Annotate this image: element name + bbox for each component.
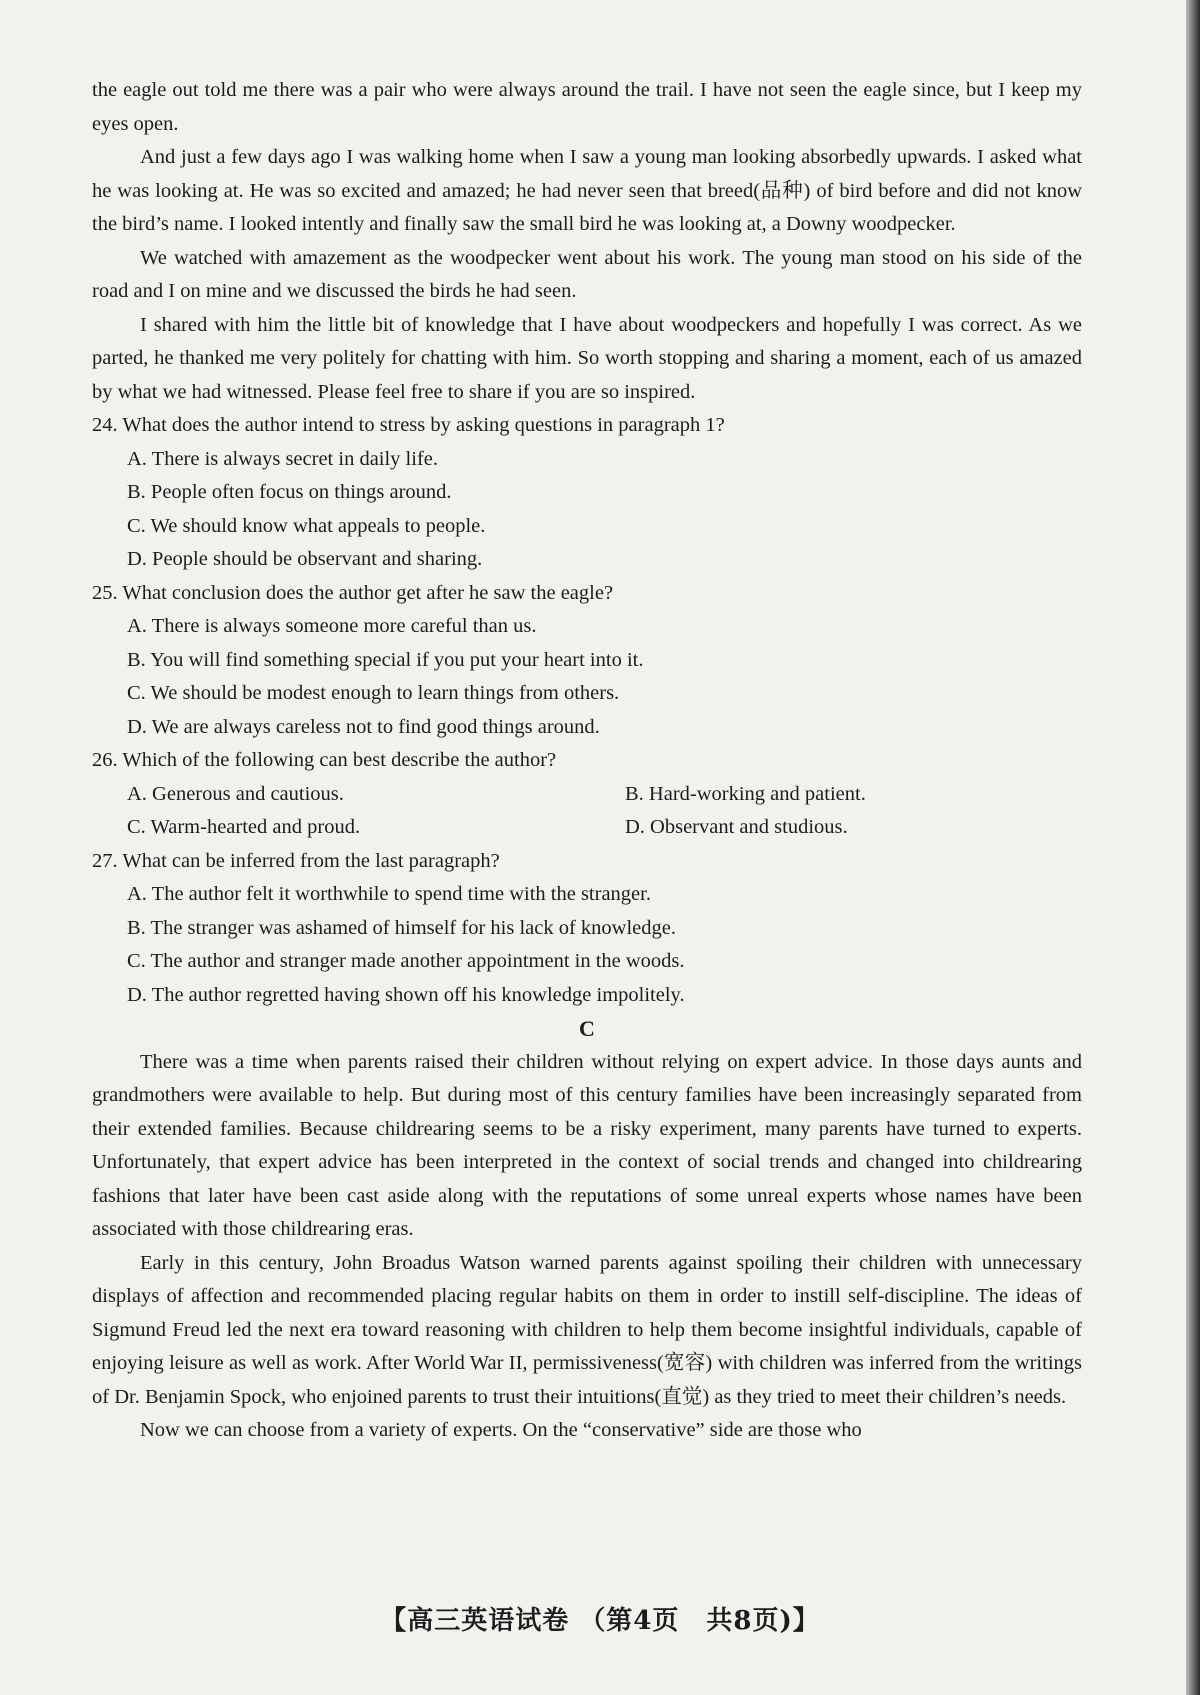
passage-c-para-3: Now we can choose from a variety of experts. On the “conservative” side are those who — [140, 1419, 862, 1441]
question-stem: 24. What does the author intend to stress by asking questions in paragraph 1? — [92, 414, 725, 436]
option-c: C. The author and stranger made another appointment in the woods. — [127, 950, 685, 972]
question-26 — [92, 744, 1082, 845]
page-edge-shadow — [1186, 0, 1200, 1695]
options-row-cd — [92, 811, 1082, 845]
option-a: A. There is always secret in daily life. — [127, 447, 439, 470]
option-c: C. We should know what appeals to people. — [127, 514, 486, 537]
question-stem: 27. What can be inferred from the last paragraph? — [92, 849, 500, 872]
option-d: D. People should be observant and sharing. — [127, 548, 483, 570]
options-row-ab — [92, 778, 1082, 812]
option-a: A. The author felt it worthwhile to spend time with the stranger. — [127, 883, 651, 905]
question-27 — [92, 845, 1082, 1013]
option-d: D. The author regretted having shown off his knowledge impolitely. — [127, 983, 685, 1006]
passage-b-para-3: We watched with amazement as the woodpecker went about his work. The young man stood on his side of the road and I on mine and we discussed the birds he had seen. — [92, 246, 1082, 302]
question-stem: 26. Which of the following can best describe the author? — [92, 749, 557, 771]
question-25 — [92, 577, 1082, 745]
option-a: A. Generous and cautious. — [127, 782, 344, 805]
option-d: D. Observant and studious. — [625, 816, 848, 838]
option-c: C. We should be modest enough to learn things from others. — [127, 682, 620, 704]
option-c: C. Warm-hearted and proud. — [127, 816, 361, 838]
question-stem: 25. What conclusion does the author get after he saw the eagle? — [92, 581, 614, 604]
option-b: B. Hard-working and patient. — [625, 782, 866, 805]
question-24 — [92, 409, 1082, 577]
option-b: B. You will find something special if you put your heart into it. — [127, 648, 644, 671]
section-heading-c: C — [579, 1016, 595, 1041]
passage-b-para-2: And just a few days ago I was walking home when I saw a young man looking absorbedly upwards. I asked what he was looking at. He was so excited and amazed; he had never seen that breed(品种) of bird before and did not know the bird’s name. I looked intently and finally saw the small bird he was looking at, a Downy woodpecker. — [92, 146, 1082, 235]
option-d: D. We are always careless not to find good things around. — [127, 715, 600, 738]
option-b: B. The stranger was ashamed of himself for his lack of knowledge. — [127, 916, 676, 939]
passage-b-para-4: I shared with him the little bit of knowledge that I have about woodpeckers and hopefully I was correct. As we parted, he thanked me very politely for chatting with him. So worth stopping and sharing a moment, each of us amazed by what we had witnessed. Please feel free to share if you are so inspired. — [92, 313, 1082, 403]
passage-b-para-1: the eagle out told me there was a pair who were always around the trail. I have not seen the eagle since, but I keep my eyes open. — [92, 79, 1082, 135]
option-a: A. There is always someone more careful than us. — [127, 615, 537, 637]
option-b: B. People often focus on things around. — [127, 481, 452, 503]
passage-c-para-2: Early in this century, John Broadus Watson warned parents against spoiling their children with unnecessary displays of affection and recommended placing regular habits on them in order to instill self-discipline. The ideas of Sigmund Freud led the next era toward reasoning with children to help them become insightful individuals, capable of enjoying leisure as well as work. After World War II, permissiveness(宽容) with children was inferred from the writings of Dr. Benjamin Spock, who enjoined parents to trust their intuitions(直觉) as they tried to meet their children’s needs. — [92, 1251, 1082, 1408]
page-footer: 【高三英语试卷 （第4页 共8页)】 — [380, 1606, 820, 1636]
passage-c-para-1: There was a time when parents raised their children without relying on expert advice. In those days aunts and grandmothers were available to help. But during most of this century families have been increasingly separated from their extended families. Because childrearing seems to be a risky experiment, many parents have turned to experts. Unfortunately, that expert advice has been interpreted in the context of social trends and changed into childrearing fashions that later have been cast aside along with the reputations of some unreal experts whose names have been associated with those childrearing eras. — [92, 1050, 1082, 1240]
